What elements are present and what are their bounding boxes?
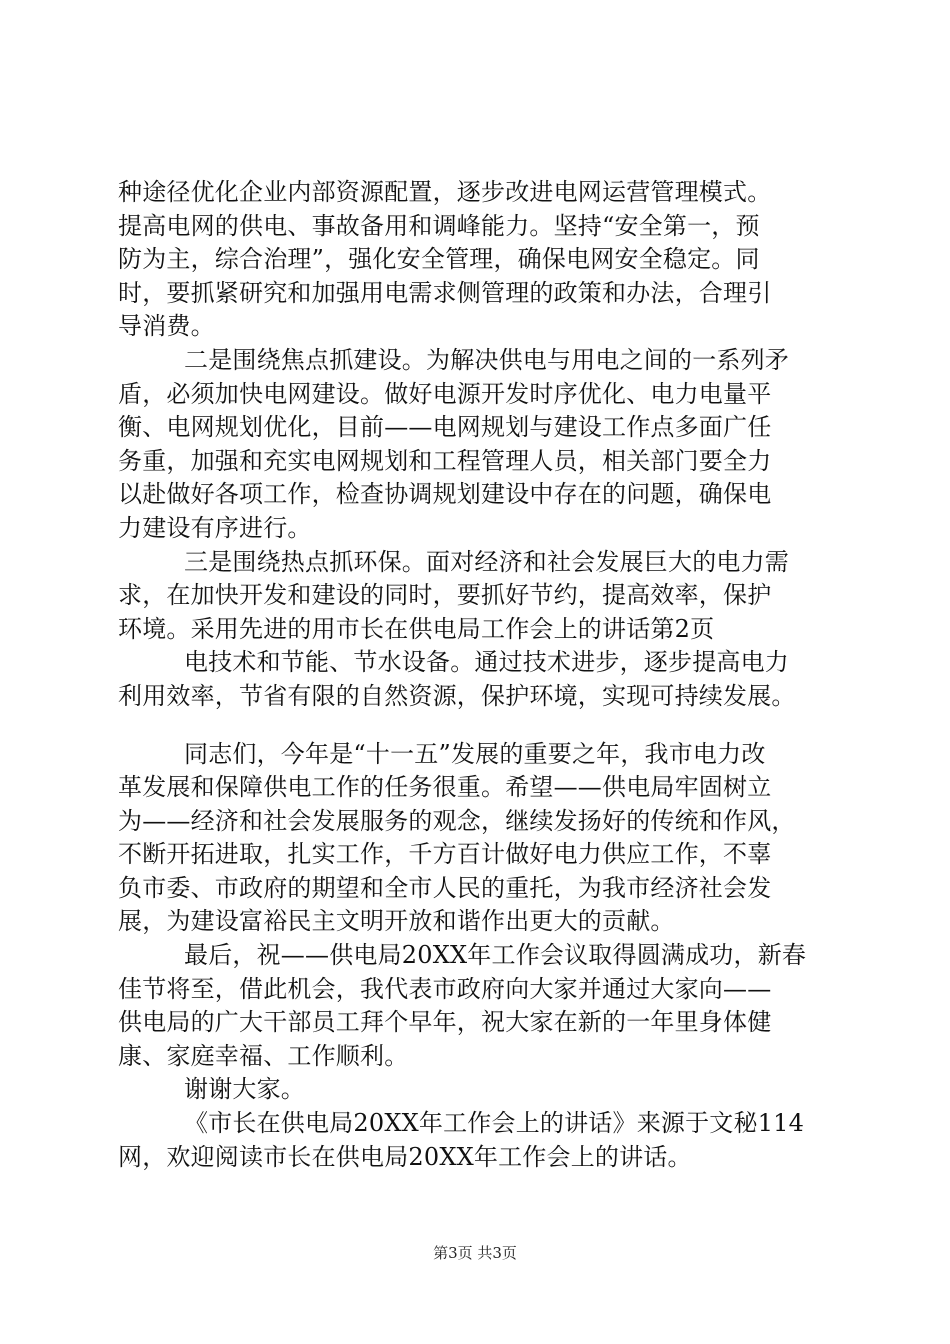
- text-line: 康、家庭幸福、工作顺利。: [118, 1041, 409, 1070]
- text-line: 电技术和节能、节水设备。通过技术进步，逐步提高电力: [184, 648, 789, 677]
- text-line: 网，欢迎阅读市长在供电局20XX年工作会上的讲话。: [118, 1142, 692, 1171]
- text-line: 展，为建设富裕民主文明开放和谐作出更大的贡献。: [118, 907, 675, 936]
- text-line: 革发展和保障供电工作的任务很重。希望——供电局牢固树立: [118, 773, 772, 802]
- page-footer: 第3页 共3页: [433, 1244, 517, 1262]
- text-line: 二是围绕焦点抓建设。为解决供电与用电之间的一系列矛: [184, 345, 789, 374]
- text-line: 衡、电网规划优化，目前——电网规划与建设工作点多面广任: [118, 413, 772, 442]
- text-line: 求，在加快开发和建设的同时，要抓好节约，提高效率，保护: [118, 581, 772, 610]
- text-line: 以赴做好各项工作，检查协调规划建设中存在的问题，确保电: [118, 480, 772, 509]
- text-line: 供电局的广大干部员工拜个早年，祝大家在新的一年里身体健: [118, 1008, 772, 1037]
- text-line: 同志们，今年是“十一五”发展的重要之年，我市电力改: [184, 739, 766, 768]
- text-line: 务重，加强和充实电网规划和工程管理人员，相关部门要全力: [118, 446, 772, 475]
- document-body: [118, 176, 838, 1174]
- text-line: 力建设有序进行。: [118, 513, 312, 542]
- text-line: 时，要抓紧研究和加强用电需求侧管理的政策和办法，合理引: [118, 278, 772, 307]
- text-line: 提高电网的供电、事故备用和调峰能力。坚持“安全第一，预: [118, 211, 760, 240]
- text-line: 不断开拓进取，扎实工作，千方百计做好电力供应工作，不辜: [118, 840, 772, 869]
- text-line: 盾，必须加快电网建设。做好电源开发时序优化、电力电量平: [118, 379, 772, 408]
- text-line: 佳节将至，借此机会，我代表市政府向大家并通过大家向——: [118, 974, 772, 1003]
- text-line: 利用效率，节省有限的自然资源，保护环境，实现可持续发展。: [118, 681, 796, 710]
- text-line: 负市委、市政府的期望和全市人民的重托，为我市经济社会发: [118, 873, 772, 902]
- text-line: 为——经济和社会发展服务的观念，继续发扬好的传统和作风，: [118, 806, 796, 835]
- text-line: 防为主，综合治理”，强化安全管理，确保电网安全稳定。同: [118, 245, 760, 274]
- text-line: 三是围绕热点抓环保。面对经济和社会发展巨大的电力需: [184, 547, 789, 576]
- text-line: 《市长在供电局20XX年工作会上的讲话》来源于文秘114: [184, 1109, 805, 1138]
- text-line: 环境。采用先进的用市长在供电局工作会上的讲话第2页: [118, 614, 715, 643]
- text-line: 谢谢大家。: [184, 1075, 305, 1104]
- text-line: 导消费。: [118, 312, 215, 341]
- text-line: 种途径优化企业内部资源配置，逐步改进电网运营管理模式。: [118, 178, 772, 206]
- text-line: 最后，祝——供电局20XX年工作会议取得圆满成功，新春: [184, 941, 807, 970]
